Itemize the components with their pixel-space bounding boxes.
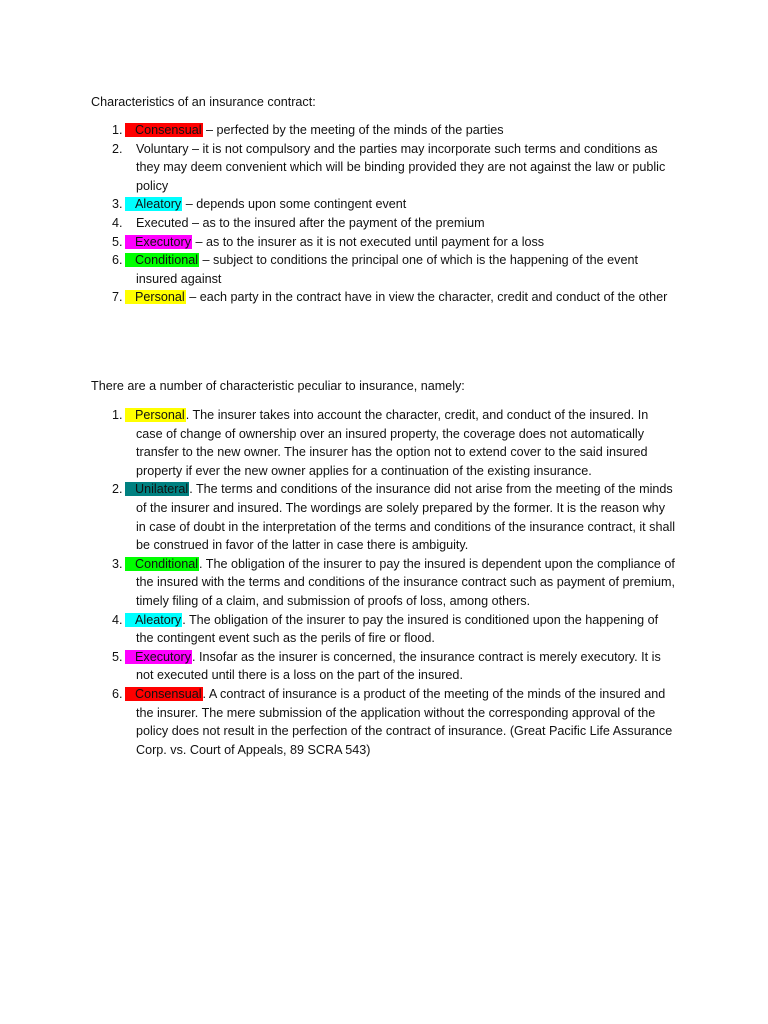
list-item xyxy=(0,195,676,214)
list-item xyxy=(0,648,676,685)
list-item xyxy=(0,611,676,648)
item-text: Voluntary – it is not compulsory and the parties may incorporate such terms and conditions as they may deem convenient which will be binding provided they are not against the law or public policy xyxy=(136,141,666,193)
characteristics-list xyxy=(0,121,768,307)
highlighted-term: Aleatory xyxy=(125,197,182,211)
list-item xyxy=(0,233,676,252)
list-item xyxy=(0,214,676,233)
highlighted-term: Personal xyxy=(125,408,186,422)
item-text: – subject to conditions the principal one of which is the happening of the event insured against xyxy=(136,253,638,286)
list-number: 7. xyxy=(112,290,123,305)
list-number: 1. xyxy=(112,123,123,137)
section-1-heading: Characteristics of an insurance contract: xyxy=(91,95,316,109)
item-text: – depends upon some contingent event xyxy=(182,197,407,212)
highlighted-term: Consensual xyxy=(125,123,203,137)
item-text: – perfected by the meeting of the minds of the parties xyxy=(202,123,504,137)
item-text: – each party in the contract have in view the character, credit and conduct of the other xyxy=(185,290,668,305)
highlighted-term: Consensual xyxy=(125,687,203,701)
peculiar-characteristics-list xyxy=(0,406,768,759)
highlighted-term: Personal xyxy=(125,290,186,304)
highlighted-term: Unilateral xyxy=(125,482,189,496)
list-item xyxy=(0,251,676,288)
item-text: – as to the insurer as it is not executed until payment for a loss xyxy=(192,234,545,249)
list-item xyxy=(0,406,676,480)
list-item xyxy=(0,685,676,759)
list-item xyxy=(0,555,676,611)
list-number: 5. xyxy=(112,649,123,664)
list-item xyxy=(0,288,676,307)
item-text: . The obligation of the insurer to pay the insured is conditioned upon the happening of the contingent event such as the perils of fire or flood. xyxy=(136,612,659,646)
item-text: . The insurer takes into account the character, credit, and conduct of the insured. In case of change of ownership over an insured property, the coverage does not automatically transfer to the new owner. The insurer has the option not to extend cover to the said insured property if ever the new owner applies for a continuation of the existing insurance. xyxy=(136,408,649,478)
highlighted-term: Aleatory xyxy=(125,613,182,627)
highlighted-term: Conditional xyxy=(125,253,199,267)
list-number: 4. xyxy=(112,215,123,230)
list-number: 4. xyxy=(112,612,123,627)
section-2-heading: There are a number of characteristic peculiar to insurance, namely: xyxy=(91,379,465,393)
item-text: Executed – as to the insured after the payment of the premium xyxy=(136,215,485,230)
item-text: . Insofar as the insurer is concerned, the insurance contract is merely executory. It is not executed until there is a loss on the part of the insured. xyxy=(136,649,661,683)
item-text: . A contract of insurance is a product of the meeting of the minds of the insured and the insurer. The mere submission of the application without the corresponding approval of the policy does not result in the perfection of the contract of insurance. (Great Pacific Life Assurance Corp. vs. Court of Appeals, 89 SCRA 543) xyxy=(136,686,673,757)
item-text: . The terms and conditions of the insurance did not arise from the meeting of the minds of the insurer and insured. The wordings are solely prepared by the former. It is the reason why in case of doubt in the interpretation of the terms and conditions of the insurance contract, it shall be construed in favor of the latter in case there is ambiguity. xyxy=(136,482,676,553)
highlighted-term: Executory xyxy=(125,235,192,249)
list-number: 2. xyxy=(112,141,123,156)
list-item xyxy=(0,480,676,554)
item-text: . The obligation of the insurer to pay the insured is dependent upon the compliance of the insured with the terms and conditions of the insurance contract such as payment of premium, timely filing of a claim, and submission of proofs of loss, among others. xyxy=(136,556,676,608)
highlighted-term: Executory xyxy=(125,650,192,664)
list-item xyxy=(0,140,676,196)
list-number: 3. xyxy=(112,197,123,212)
list-number: 6. xyxy=(112,253,123,268)
list-number: 2. xyxy=(112,482,123,497)
list-number: 3. xyxy=(112,556,123,571)
highlighted-term: Conditional xyxy=(125,557,199,571)
list-item xyxy=(0,121,676,140)
list-number: 1. xyxy=(112,408,123,422)
list-number: 5. xyxy=(112,234,123,249)
list-number: 6. xyxy=(112,686,123,701)
